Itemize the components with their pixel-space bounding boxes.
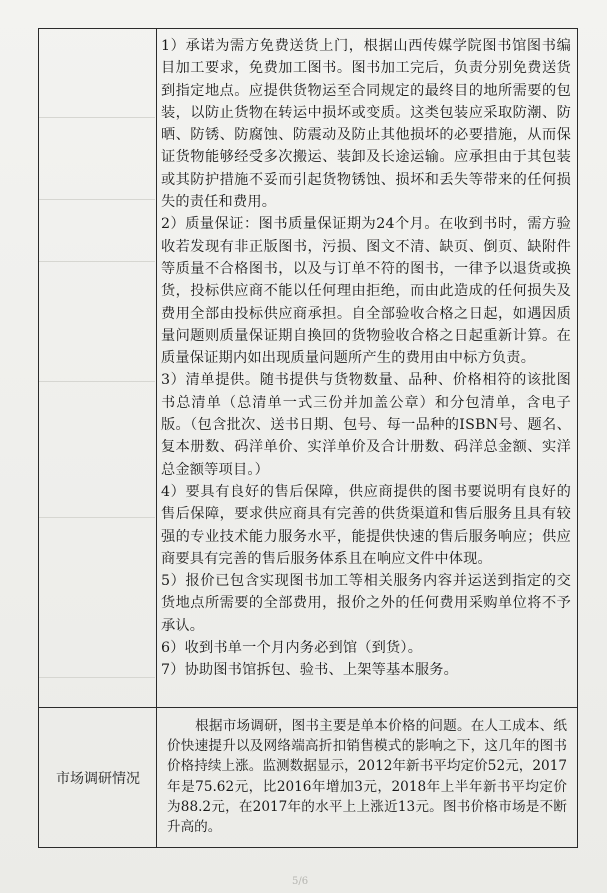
page-number: 5/6 [292,876,309,887]
bleed-through-rule [39,117,155,118]
clause-list-provision: 3）清单提供。随书提供与货物数量、品种、价格相符的该批图书总清单（总清单一式三份并加盖公章）和分包清单，含电子版。（包含批次、送书日期、包号、每一品种的ISBN号、题名、复本册数、码洋单价、实洋单价及合计册数、码洋总金额、实洋总金额等项目。） [161,372,571,478]
clause-arrival-deadline: 6）收到书单一个月内务必到馆（到货）。 [161,640,423,657]
clause-delivery: 1）承诺为需方免费送货上门，根据山西传媒学院图书馆图书编目加工要求，免费加工图书。图书加工完后，负责分别免费送货到指定地点。应提供货物运至合同规定的最终目的地所需要的包装，以防止货物在转运中损坏或变质。这类包装应采取防潮、防晒、防锈、防腐蚀、防震动及防止其他损坏的必要措施，从而保证货物能够经受多次搬运、装卸及长途运输。应承担由于其包装或其防护措施不妥而引起货物锈蚀、损坏和丢失等带来的任何损失的责任和费用。 [161,38,571,211]
clause-pricing: 5）报价已包含实现图书加工等相关服务内容并运送到指定的交货地点所需要的全部费用，报价之外的任何费用采购单位将不予承认。 [161,573,571,634]
clause-after-sales: 4）要具有良好的售后保障，供应商提供的图书要说明有良好的售后保障，要求供应商具有完善的供货渠道和售后服务且具有较强的专业技术能力服务水平，能提供快速的售后服务响应；供应商要具有完善的售后服务体系且在响应文件中体现。 [161,483,571,567]
market-research-label: 市场调研情况 [56,771,140,787]
market-research-text [157,707,577,849]
market-research-body: 根据市场调研，图书主要是单本价格的问题。在人工成本、纸价快速提升以及网络端高折扣销售模式的影响之下，这几年的图书价格持续上涨。监测数据显示，2012年新书平均定价52元，2017年是75.62元，比2016年增加3元，2018年上半年新书平均定价为88.2元，在2017年的水平上上涨近13元。图书价格市场是不断升高的。 [167,718,567,836]
service-clauses-cell [157,29,577,707]
bleed-through-rule [39,517,155,518]
clause-unpacking-service: 7）协助图书馆拆包、验书、上架等基本服务。 [161,662,458,679]
clause-quality-guarantee: 2）质量保证：图书质量保证期为24个月。在收到书时，需方验收若发现有非正版图书，污损、图文不清、缺页、倒页、缺附件等质量不合格图书，以及与订单不符的图书，一律予以退货或换货，投标供应商不能以任何理由拒绝，而由此造成的任何损失及费用全部由投标供应商承担。自全部验收合格之日起，如遇因质量问题则质量保证期自換回的货物验收合格之日起重新计算。在质量保证期内如出现质量问题所产生的费用由中标方负责。 [161,216,571,367]
requirements-table [38,28,578,848]
bleed-through-rule [39,261,155,262]
bleed-through-rule [39,677,155,678]
bleed-through-rule [39,199,155,200]
bleed-through-rule [39,381,155,382]
